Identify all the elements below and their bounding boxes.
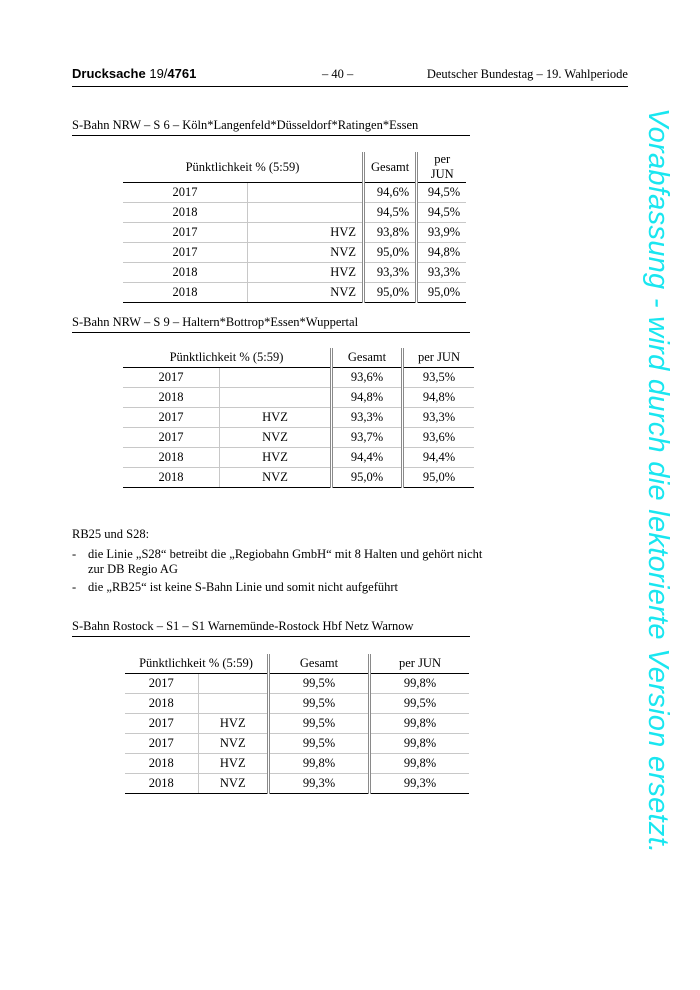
table-header-row — [125, 654, 469, 674]
table-row: 2017 NVZ 93,7% 93,6% — [123, 428, 474, 448]
table-row: 2018 99,5% 99,5% — [125, 694, 469, 714]
punctuality-table-s6 — [123, 152, 466, 303]
table-row: 2017 NVZ 99,5% 99,8% — [125, 734, 469, 754]
table-header-row — [123, 152, 466, 183]
table-row: 2018 94,5% 94,5% — [123, 203, 466, 223]
header-gesamt: Gesamt — [364, 152, 417, 183]
rb-notes-list — [72, 547, 492, 598]
header-label: Pünktlichkeit % (5:59) — [123, 152, 364, 183]
section-title-rostock: S-Bahn Rostock – S1 – S1 Warnemünde-Rostock Hbf Netz Warnow — [72, 619, 470, 637]
table-row: 2018 94,8% 94,8% — [123, 388, 474, 408]
rb-title: RB25 und S28: — [72, 527, 150, 541]
header-per: per JUN — [403, 348, 475, 368]
table-header-row — [123, 348, 474, 368]
section-title-s9: S-Bahn NRW – S 9 – Haltern*Bottrop*Essen*Wuppertal — [72, 315, 470, 333]
institution-label: Deutscher Bundestag – 19. Wahlperiode — [426, 67, 628, 81]
table-row: 2018 HVZ 94,4% 94,4% — [123, 448, 474, 468]
list-item: - die Linie „S28“ betreibt die „Regiobahn GmbH“ mit 8 Halten und gehört nicht zur DB Regio AG — [72, 547, 483, 576]
table-row: 2018 HVZ 93,3% 93,3% — [123, 263, 466, 283]
table-row: 2017 99,5% 99,8% — [125, 674, 469, 694]
header-per: per JUN — [417, 152, 467, 183]
table-row: 2018 HVZ 99,8% 99,8% — [125, 754, 469, 774]
table-row: 2017 NVZ 95,0% 94,8% — [123, 243, 466, 263]
list-item: - die „RB25“ ist keine S-Bahn Linie und somit nicht aufgeführt — [72, 580, 399, 594]
table-row: 2018 NVZ 95,0% 95,0% — [123, 283, 466, 303]
header-gesamt: Gesamt — [332, 348, 403, 368]
draft-watermark: Vorabfassung - wird durch die lektorierte Version ersetzt. — [642, 108, 674, 854]
table-row: 2017 HVZ 99,5% 99,8% — [125, 714, 469, 734]
header-per: per JUN — [370, 654, 470, 674]
table-row: 2018 NVZ 99,3% 99,3% — [125, 774, 469, 794]
table-row: 2017 HVZ 93,3% 93,3% — [123, 408, 474, 428]
punctuality-table-rostock — [125, 654, 469, 794]
header-gesamt: Gesamt — [269, 654, 370, 674]
page-header — [72, 66, 628, 87]
drucksache-label: Drucksache 19/4761 — [72, 66, 197, 81]
punctuality-table-s9 — [123, 348, 474, 488]
table-row: 2017 HVZ 93,8% 93,9% — [123, 223, 466, 243]
table-row: 2017 93,6% 93,5% — [123, 368, 474, 388]
table-row: 2018 NVZ 95,0% 95,0% — [123, 468, 474, 488]
header-label: Pünktlichkeit % (5:59) — [123, 348, 332, 368]
table-row: 2017 94,6% 94,5% — [123, 183, 466, 203]
page-number: – 40 – — [322, 67, 354, 81]
header-label: Pünktlichkeit % (5:59) — [125, 654, 269, 674]
section-title-s6: S-Bahn NRW – S 6 – Köln*Langenfeld*Düsseldorf*Ratingen*Essen — [72, 118, 470, 136]
